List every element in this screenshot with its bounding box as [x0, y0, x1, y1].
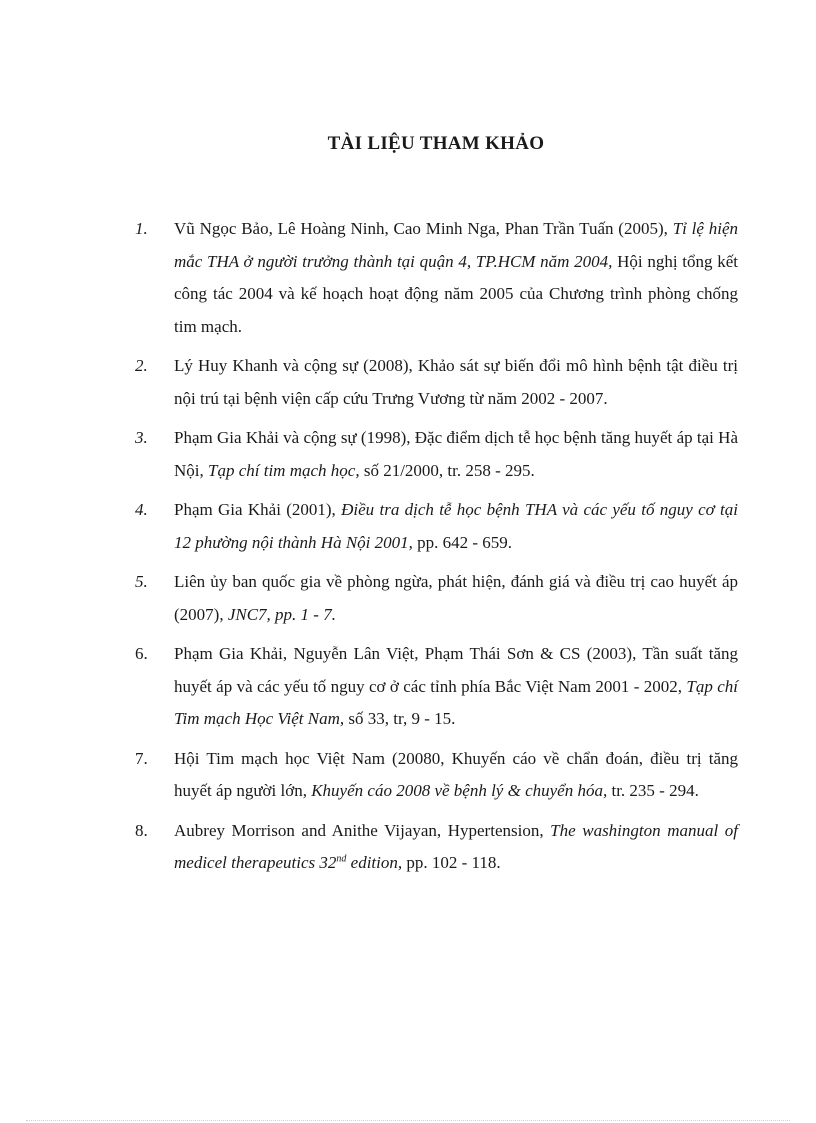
reference-edition: edition, — [346, 853, 403, 872]
reference-text: Phạm Gia Khải và cộng sự (1998), Đặc điểm dịch tễ học bệnh tăng huyết áp tại Hà Nội, — [174, 428, 738, 480]
reference-item — [0, 815, 816, 880]
reference-text: Aubrey Morrison and Anithe Vijayan, Hypertension, — [174, 820, 551, 840]
reference-authors: Vũ Ngọc Bảo, Lê Hoàng Ninh, Cao Minh Nga, Phan Trần Tuấn (2005), — [174, 219, 668, 238]
reference-pages: tr. 235 - 294. — [607, 781, 699, 800]
footer-divider — [26, 1120, 790, 1121]
reference-text: Hội Tim mạch học Việt Nam (20080, Khuyến cáo về chẩn đoán, điều trị tăng huyết áp người lớn, — [174, 748, 738, 800]
reference-text: Liên ủy ban quốc gia về phòng ngừa, phát hiện, đánh giá và điều trị cao huyết áp (2007), — [174, 572, 738, 624]
reference-item — [0, 213, 816, 343]
reference-number: 8. — [135, 820, 148, 840]
reference-pages: pp. 642 - 659. — [412, 532, 513, 552]
reference-pages: pp. 102 - 118. — [402, 853, 501, 872]
reference-title: Tỉ lệ hiện mắc THA ở người trưởng thành tại quận 4, TP.HCM năm 2004, — [174, 219, 738, 271]
reference-number: 2. — [135, 356, 148, 375]
reference-title: The washington manual of medicel therapeutics 32 — [174, 820, 738, 872]
reference-text: Phạm Gia Khải, Nguyễn Lân Việt, Phạm Thái Sơn & CS (2003), Tần suất tăng huyết áp và các yếu tố nguy cơ ở các tỉnh phía Bắc Việt Nam 2001 - 2002, — [174, 644, 738, 696]
reference-item — [0, 743, 816, 808]
reference-item — [0, 350, 816, 415]
reference-text: Lý Huy Khanh và cộng sự (2008), Khảo sát sự biến đổi mô hình bệnh tật điều trị nội trú tại bệnh viện cấp cứu Trưng Vương từ năm 2002 - 2007. — [174, 356, 738, 408]
reference-number: 5. — [135, 572, 148, 591]
page-title: TÀI LIỆU THAM KHẢO — [327, 133, 545, 154]
reference-item — [0, 422, 816, 487]
reference-item — [0, 638, 816, 736]
reference-list — [0, 213, 816, 887]
reference-number: 6. — [135, 644, 148, 663]
reference-journal: Tạp chí Tim mạch Học Việt Nam, — [174, 676, 738, 728]
reference-text: Phạm Gia Khải (2001), — [174, 500, 342, 519]
reference-journal: Khuyến cáo 2008 về bệnh lý & chuyển hóa, — [311, 781, 608, 800]
reference-number: 4. — [135, 500, 148, 519]
reference-pages: số 33, tr, 9 - 15. — [344, 709, 456, 728]
reference-number: 7. — [135, 748, 148, 768]
reference-superscript: nd — [336, 853, 347, 865]
reference-item — [0, 566, 816, 631]
reference-pages: số 21/2000, tr. 258 - 295. — [359, 460, 535, 480]
reference-title: JNC7, pp. 1 - 7. — [227, 604, 336, 624]
reference-source: Hội nghị tổng kết công tác 2004 và kế hoạch hoạt động năm 2005 của Chương trình phòng chống tim mạch. — [174, 251, 739, 336]
reference-item — [0, 494, 816, 559]
reference-number: 1. — [135, 219, 148, 238]
reference-journal: Tạp chí tim mạch học, — [208, 460, 360, 480]
reference-title: Điều tra dịch tễ học bệnh THA và các yếu tố nguy cơ tại 12 phường nội thành Hà Nội 2001, — [174, 500, 738, 552]
reference-number: 3. — [135, 428, 148, 447]
